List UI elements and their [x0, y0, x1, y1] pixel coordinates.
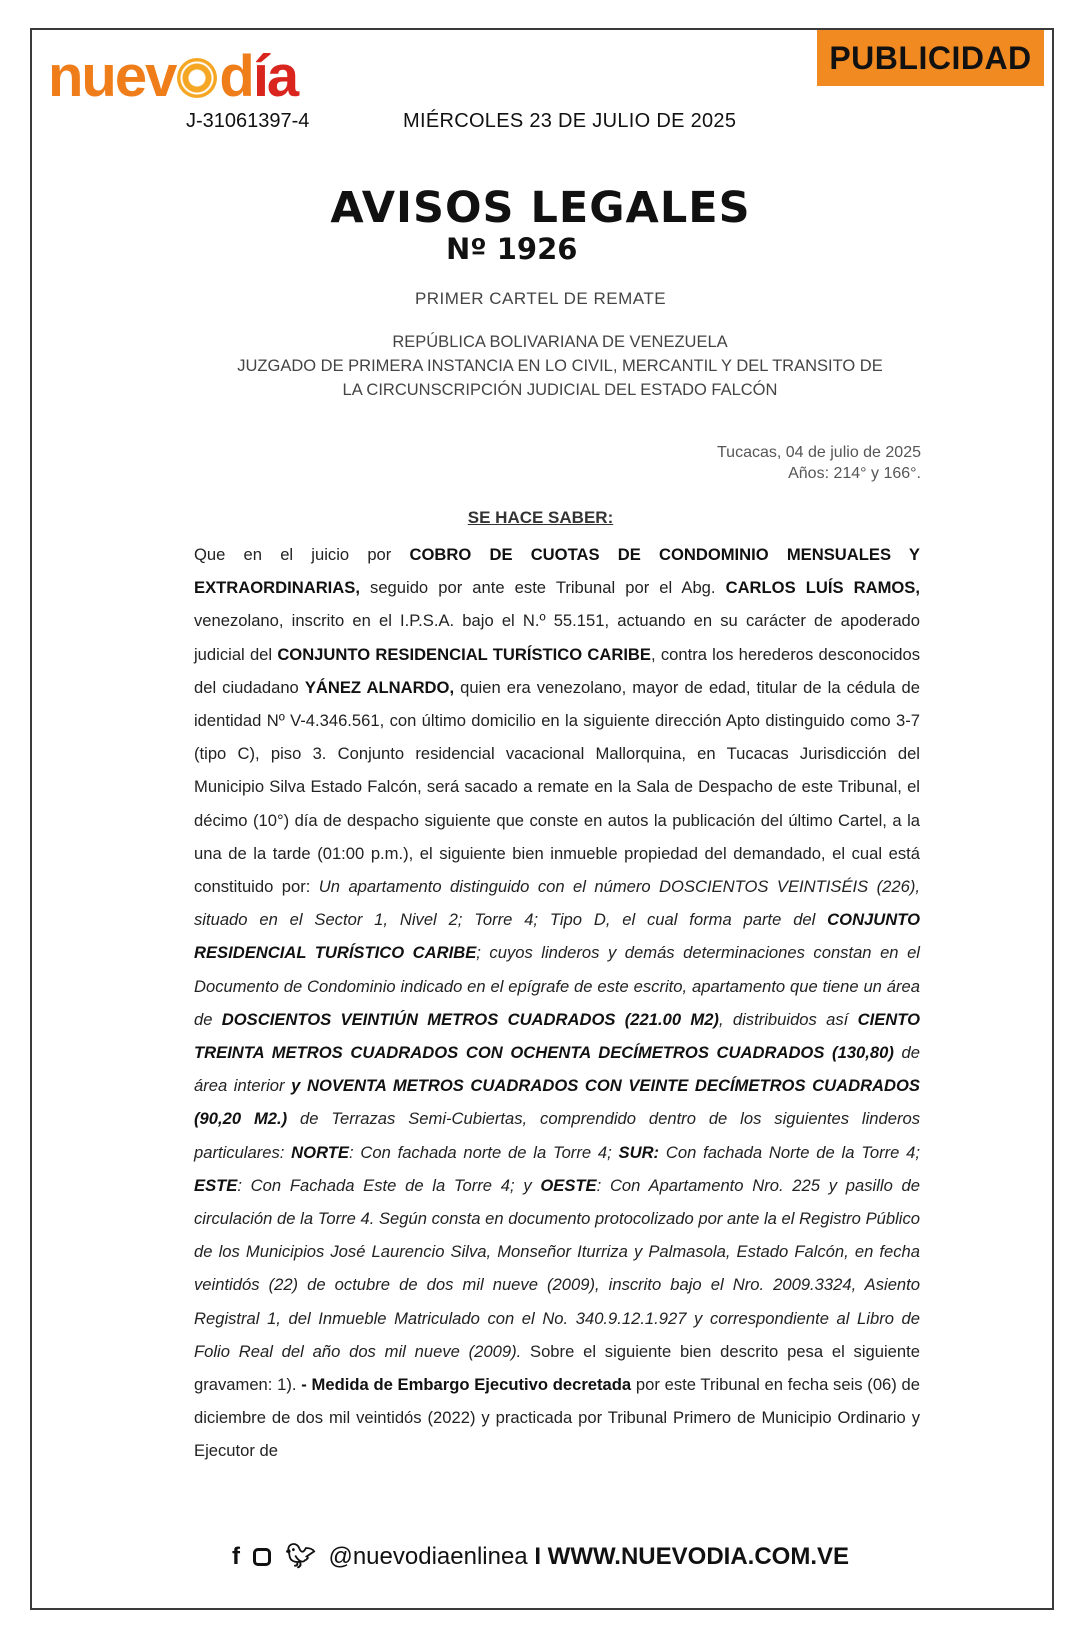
body-italic: , distribuidos así [718, 1009, 858, 1029]
body-bold: CARLOS LUÍS RAMOS, [725, 578, 920, 598]
website-link[interactable]: WWW.NUEVODIA.COM.VE [547, 1543, 849, 1570]
twitter-icon[interactable]: 🐦︎ [285, 1543, 316, 1570]
place-date [717, 442, 921, 484]
body-italic: Con fachada Norte de la Torre 4; [659, 1142, 920, 1162]
publicidad-badge: PUBLICIDAD [817, 30, 1044, 86]
body-italic: de área interior [194, 1043, 920, 1096]
section-title: AVISOS LEGALES [330, 183, 751, 233]
body-bold: - Medida de Embargo Ejecutivo decretada [301, 1375, 632, 1395]
body-bold-italic: ESTE [194, 1175, 238, 1195]
sun-icon [177, 58, 217, 98]
issue-number: Nº 1926 [446, 232, 578, 266]
body-bold-italic: DOSCIENTOS VEINTIÚN METROS CUADRADOS (221.00 M2) [221, 1009, 719, 1029]
notice-type: PRIMER CARTEL DE REMATE [414, 289, 667, 308]
court-jurisdiction: LA CIRCUNSCRIPCIÓN JUDICIAL DEL ESTADO FALCÓN [342, 381, 778, 399]
body-text: quien era venezolano, mayor de edad, titular de la cédula de identidad Nº V-4.346.561, con último domicilio en la siguiente dirección Apto distinguido como 3-7 (tipo C), piso 3. Conjunto residencial vacacional Mallorquina, en Tucacas Jurisdicción del Municipio Silva Estado Falcón, será sacado a remate en la Sala de Despacho de este Tribunal, el décimo (10°) día de despacho siguiente que conste en autos la publicación del último Cartel, a la una de la tarde (01:00 p.m.), el siguiente bien inmueble propiedad del demandado, el cual está constituido por: [194, 677, 920, 897]
body-italic: : Con fachada norte de la Torre 4; [348, 1142, 619, 1162]
body-text: seguido por ante este Tribunal por el Abg. [359, 578, 726, 598]
logo-text-left: nuev [48, 44, 176, 109]
body-text: , contra los herederos desconocidos del ciudadano [194, 644, 921, 697]
logo-text-middle: d [219, 44, 253, 109]
body-bold: YÁNEZ ALNARDO, [304, 677, 455, 697]
court-country: REPÚBLICA BOLIVARIANA DE VENEZUELA [392, 333, 728, 351]
court-header [180, 330, 940, 402]
body-bold-italic: NORTE [291, 1142, 349, 1162]
notice-heading: SE HACE SABER: [467, 508, 614, 527]
body-bold-italic: CIENTO TREINTA METROS CUADRADOS CON OCHENTA DECÍMETROS CUADRADOS (130,80) [194, 1009, 920, 1063]
court-name: JUZGADO DE PRIMERA INSTANCIA EN LO CIVIL, MERCANTIL Y DEL TRANSITO DE [237, 357, 883, 375]
logo-text-right: ía [252, 44, 298, 109]
facebook-icon[interactable]: f [231, 1543, 240, 1570]
notice-body [194, 538, 920, 1468]
body-italic: Un apartamento distinguido con el número DOSCIENTOS VEINTISÉIS (226), situado en el Sector 1, Nivel 2; Torre 4; Tipo D, el cual forma parte del [194, 877, 920, 930]
body-italic: : Con Apartamento Nro. 225 y pasillo de circulación de la Torre 4. Según consta en documento protocolizado por ante la el Registro Público de los Municipios José Laurencio Silva, Monseñor Iturriza y Palmasola, Estado Falcón, en fecha veintidós (22) de octubre de dos mil nueve (2009), inscrito bajo el Nro. 2009.3324, Asiento Registral 1, del Inmueble Matriculado con el No. 340.9.12.1.927 y correspondiente al Libro de Folio Real del año dos mil nueve (2009). [194, 1175, 920, 1361]
newspaper-logo [48, 44, 298, 109]
body-bold: COBRO DE CUOTAS DE CONDOMINIO MENSUALES Y EXTRAORDINARIAS, [194, 545, 920, 598]
body-bold-italic: y NOVENTA METROS CUADRADOS CON VEINTE DECÍMETROS CUADRADOS (90,20 M2.) [194, 1076, 920, 1129]
body-text: Sobre el siguiente bien descrito pesa el siguiente gravamen: 1). [194, 1341, 920, 1395]
instagram-icon[interactable] [253, 1548, 271, 1566]
body-italic: de Terrazas Semi-Cubiertas, comprendido dentro de los siguientes linderos particulares: [194, 1109, 920, 1162]
place-date-line: Tucacas, 04 de julio de 2025 [717, 444, 921, 461]
body-text: por este Tribunal en fecha seis (06) de diciembre de dos mil veintidós (2022) y practicada por Tribunal Primero de Municipio Ordinario y Ejecutor de [194, 1375, 921, 1461]
body-italic: ; cuyos linderos y demás determinaciones constan en el Documento de Condominio indicado en el epígrafe de este escrito, apartamento que tiene un área de [194, 943, 920, 1029]
tax-id: J-31061397-4 [186, 110, 310, 132]
footer [0, 1542, 1081, 1571]
years-line: Años: 214° y 166°. [788, 465, 921, 482]
body-bold-italic: CONJUNTO RESIDENCIAL TURÍSTICO CARIBE [194, 910, 920, 963]
body-italic: : Con Fachada Este de la Torre 4; y [237, 1175, 541, 1195]
body-bold: CONJUNTO RESIDENCIAL TURÍSTICO CARIBE [277, 644, 651, 664]
body-bold-italic: SUR: [618, 1142, 660, 1162]
body-bold-italic: OESTE [540, 1175, 597, 1195]
issue-date: MIÉRCOLES 23 DE JULIO DE 2025 [403, 110, 737, 132]
footer-separator: I [534, 1543, 541, 1570]
body-text: venezolano, inscrito en el I.P.S.A. bajo el N.º 55.151, actuando en su carácter de apoderado judicial del [194, 611, 920, 664]
social-handle[interactable]: @nuevodiaenlinea [328, 1543, 528, 1570]
body-text: Que en el juicio por [194, 545, 410, 564]
